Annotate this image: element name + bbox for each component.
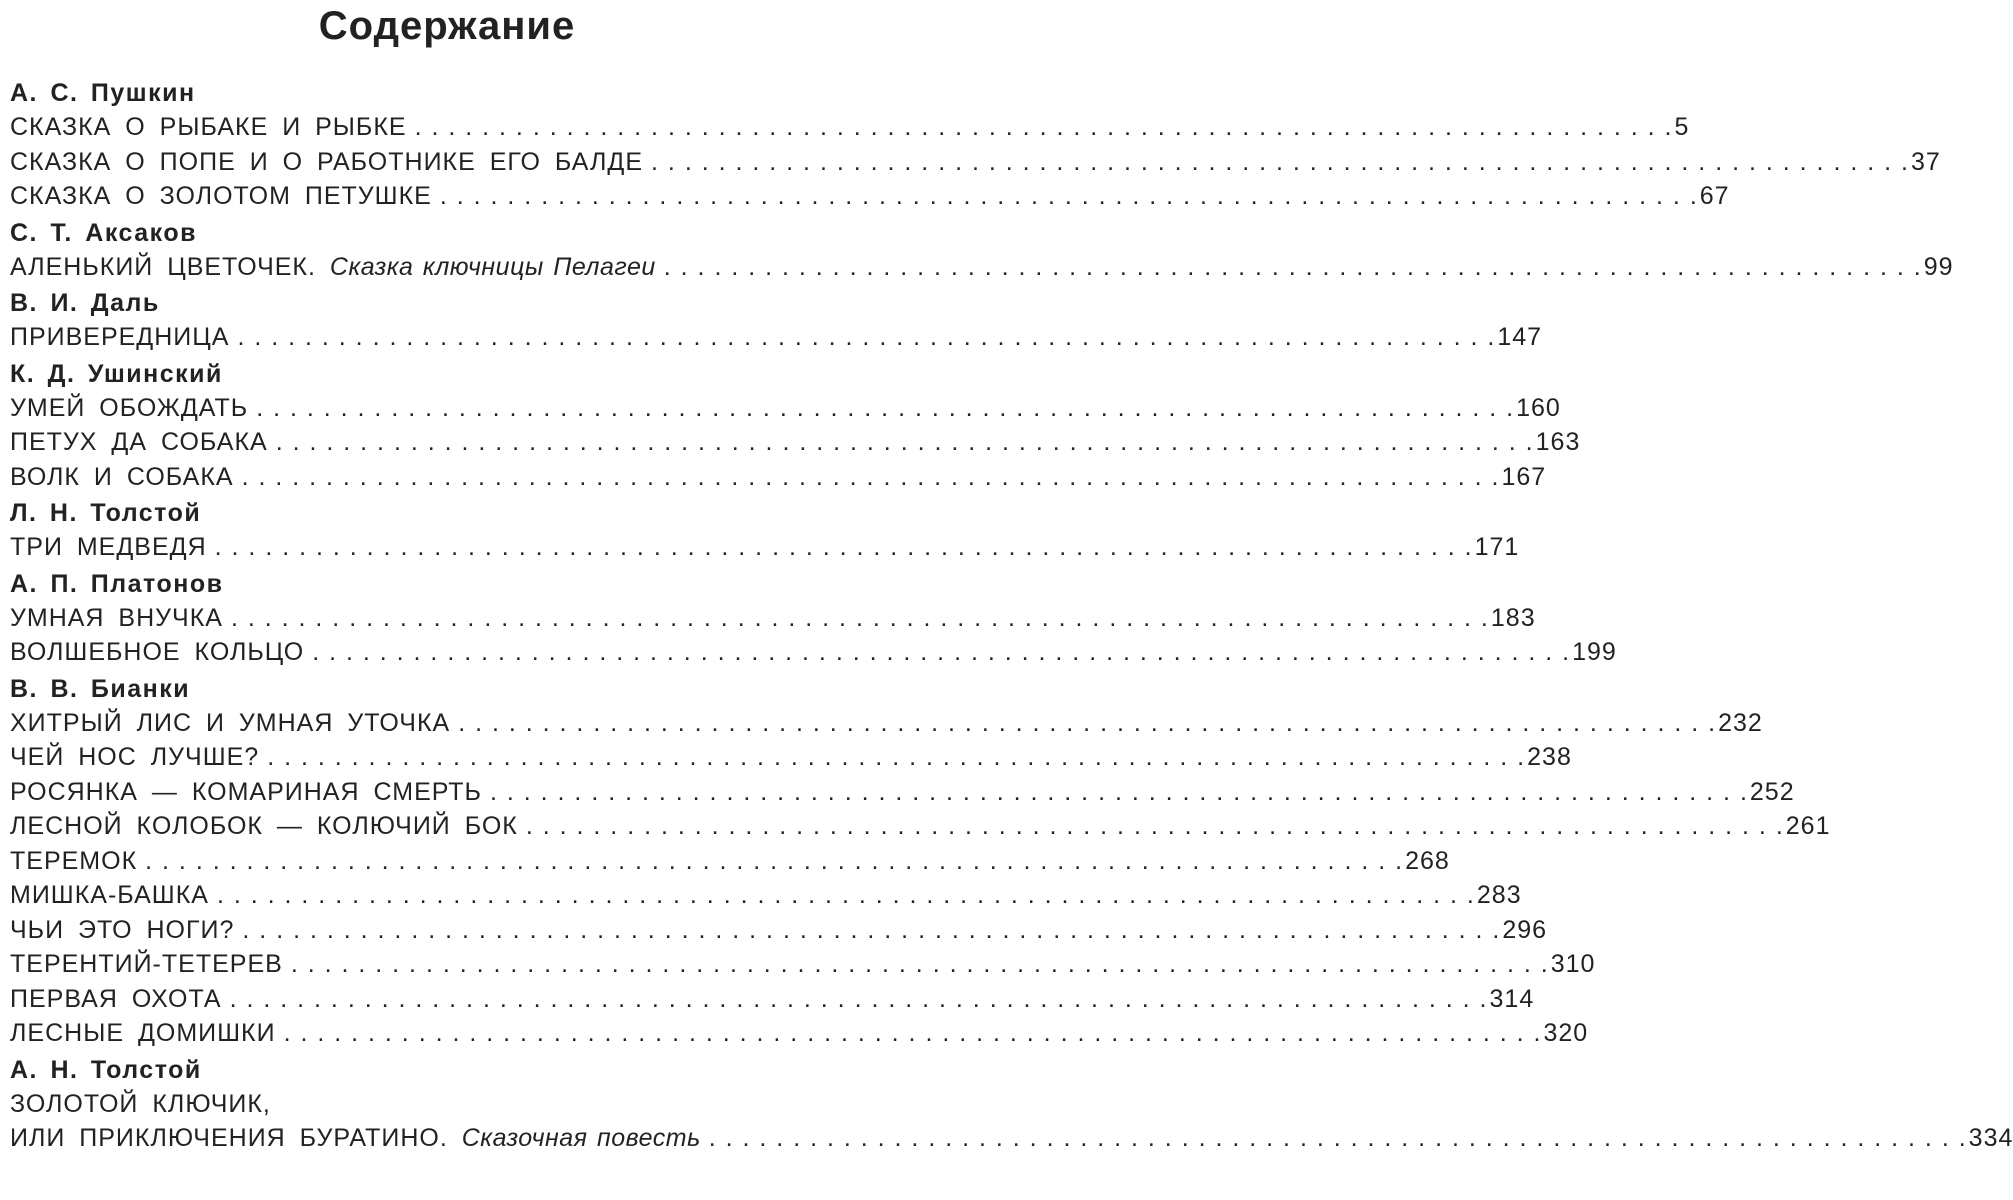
entry-title-wrap [10,740,259,775]
dot-leader [248,391,1516,426]
dot-leader [656,250,1924,285]
entry-title-line: ЗОЛОТОЙ КЛЮЧИК, [10,1089,271,1118]
author-heading: А. С. Пушкин [10,79,196,107]
page-number: 252 [1749,777,1795,806]
entry-title: СКАЗКА О РЫБАКЕ И РЫБКЕ [10,113,407,141]
page-number: 268 [1405,846,1450,875]
entry-title-wrap [10,1121,701,1156]
page-number: 334 [1968,1124,2013,1152]
entry-title: ЛЕСНЫЕ ДОМИШКИ [10,1019,276,1047]
author-heading: Л. Н. Толстой [10,499,202,527]
contents-entry [10,460,1547,495]
author-section [10,357,1581,495]
entry-title: ПРИВЕРЕДНИЦА [10,323,230,351]
page-number: 199 [1572,638,1617,666]
page-number: 320 [1543,1019,1589,1047]
dot-leader [407,110,1675,145]
entry-title: УМЕЙ ОБОЖДАТЬ [10,393,249,422]
entry-title-wrap [10,145,643,180]
contents-entry [10,878,1522,913]
entry-title-wrap [10,601,223,636]
page-number: 99 [1923,252,1954,281]
author-heading: А. Н. Толстой [10,1055,202,1084]
entry-title: УМНАЯ ВНУЧКА [10,603,223,632]
page-number: 310 [1550,950,1596,978]
entry-title-wrap [10,844,137,879]
entry-title: ХИТРЫЙ ЛИС И УМНАЯ УТОЧКА [10,708,451,737]
page-title: Содержание [318,4,576,48]
page-number: 296 [1502,915,1548,944]
contents-entry [10,844,1450,879]
page-number: 261 [1785,812,1831,840]
entry-title: ВОЛК И СОБАКА [10,462,234,491]
entry-title-wrap [10,320,229,355]
contents-entry [10,320,1543,355]
page-number: 238 [1527,743,1572,771]
entry-title-wrap [10,982,222,1017]
page-number: 160 [1516,393,1561,422]
entry-title: СКАЗКА О ЗОЛОТОМ ПЕТУШКЕ [10,182,432,210]
dot-leader [209,878,1477,913]
dot-leader [432,179,1700,214]
dot-leader [234,913,1502,948]
dot-leader [207,530,1475,565]
entry-title-wrap [10,947,283,982]
page-number: 163 [1535,428,1581,456]
dot-leader [283,947,1551,982]
entry-title-wrap [10,110,407,145]
page-number: 183 [1490,603,1536,632]
entry-title: ЧЬИ ЭТО НОГИ? [10,915,235,944]
contents-entry [10,809,1831,844]
contents-entry [10,1121,2013,1156]
dot-leader [276,1016,1544,1051]
entry-title-wrap [10,391,248,426]
author-section [10,672,1831,1051]
entry-title-wrap [10,250,656,285]
dot-leader [234,460,1502,495]
contents-entry [10,391,1561,426]
author-section [10,567,1617,670]
contents-entry [10,635,1617,670]
entry-title-wrap [10,913,234,948]
page-number: 232 [1718,708,1763,737]
entry-title-wrap [10,530,207,565]
dot-leader [304,635,1572,670]
contents-entry [10,740,1572,775]
page-number: 167 [1501,462,1547,491]
entry-title-wrap [10,635,304,670]
entry-title: ИЛИ ПРИКЛЮЧЕНИЯ БУРАТИНО. [10,1124,448,1152]
dot-leader [450,706,1718,741]
author-section [10,1053,2013,1156]
dot-leader [518,809,1786,844]
page-number: 5 [1674,113,1690,141]
contents-entry [10,601,1536,636]
author-heading: С. Т. Аксаков [10,218,197,247]
page-number: 147 [1497,323,1543,351]
contents-entry [10,947,1596,982]
author-section [10,496,1520,565]
contents-entry [10,179,1730,214]
contents-entry [10,110,1690,145]
author-heading: А. П. Платонов [10,569,224,598]
entry-title-wrap [10,1016,276,1051]
contents-entry [10,913,1548,948]
entry-title-wrap [10,706,450,741]
entry-title-wrap [10,460,234,495]
contents-entry [10,1016,1589,1051]
entry-title: ТЕРЕНТИЙ-ТЕТЕРЕВ [10,950,283,978]
author-heading: К. Д. Ушинский [10,359,223,388]
dot-leader [268,425,1536,460]
page-number: 67 [1699,182,1730,210]
contents-list [10,76,2013,1158]
contents-entry [10,775,1795,810]
page-number: 37 [1910,147,1941,176]
contents-entry [10,250,1954,285]
page-number: 314 [1489,984,1535,1013]
entry-title: СКАЗКА О ПОПЕ И О РАБОТНИКЕ ЕГО БАЛДЕ [10,147,644,176]
author-heading: В. И. Даль [10,289,160,317]
entry-subtitle: Сказочная повесть [461,1124,701,1152]
author-heading: В. В. Бианки [10,674,191,703]
dot-leader [137,844,1405,879]
dot-leader [259,740,1527,775]
entry-title: ЧЕЙ НОС ЛУЧШЕ? [10,743,260,771]
author-section [10,76,1941,214]
dot-leader [701,1121,1969,1156]
entry-title: ЛЕСНОЙ КОЛОБОК — КОЛЮЧИЙ БОК [10,812,518,840]
dot-leader [482,775,1750,810]
entry-title: ТРИ МЕДВЕДЯ [10,533,207,561]
dot-leader [643,145,1911,180]
entry-subtitle: Сказка ключницы Пелагеи [329,252,656,281]
entry-title: РОСЯНКА — КОМАРИНАЯ СМЕРТЬ [10,777,482,806]
entry-title: МИШКА-БАШКА [10,881,209,909]
contents-entry [10,425,1581,460]
page-number: 171 [1474,533,1520,561]
entry-title: ТЕРЕМОК [10,846,138,875]
entry-title: АЛЕНЬКИЙ ЦВЕТОЧЕК. [10,252,316,281]
entry-title: ПЕРВАЯ ОХОТА [10,984,222,1013]
entry-title-wrap [10,878,209,913]
entry-title: ПЕТУХ ДА СОБАКА [10,428,268,456]
contents-entry [10,530,1520,565]
dot-leader [222,982,1490,1017]
dot-leader [223,601,1491,636]
contents-entry [10,145,1941,180]
entry-title-wrap [10,425,268,460]
entry-title: ВОЛШЕБНОЕ КОЛЬЦО [10,638,305,666]
author-section [10,286,1543,355]
dot-leader [229,320,1497,355]
entry-title-wrap [10,775,482,810]
entry-title-wrap [10,179,432,214]
contents-entry [10,706,1763,741]
author-section [10,216,1954,285]
contents-entry [10,982,1535,1017]
entry-title-wrap [10,809,518,844]
page-number: 283 [1476,881,1522,909]
